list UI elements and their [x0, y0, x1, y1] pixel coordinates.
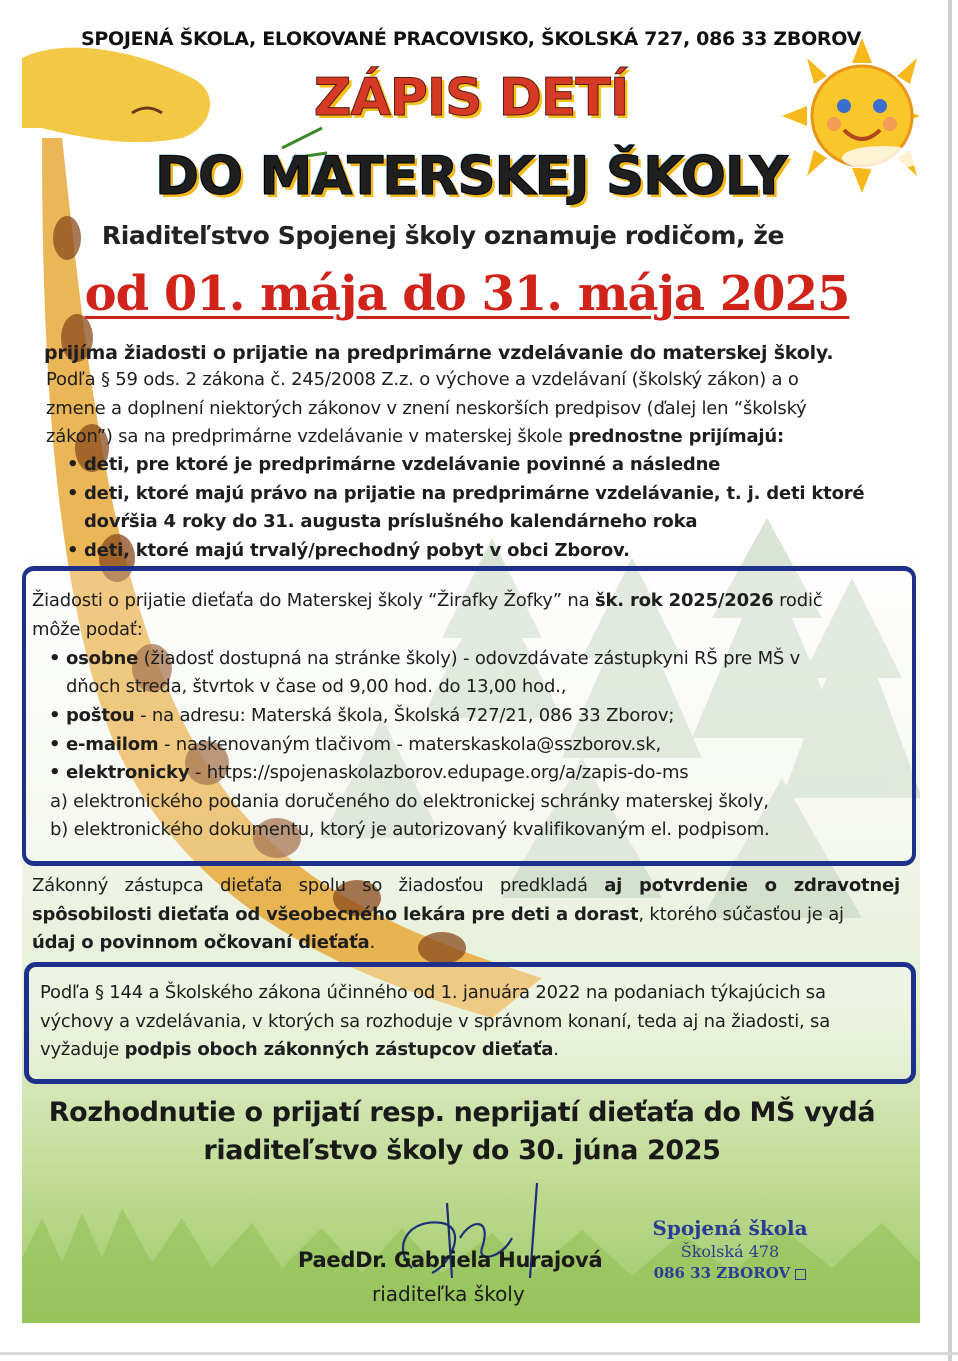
stamp-line-3-text: 086 33 ZBOROV [653, 1264, 791, 1282]
intro-line-4 [46, 426, 784, 447]
submission-line-1-text: Žiadosti o prijatie dieťaťa do Materskej školy “Žirafky Žofky” na [32, 590, 595, 611]
method-email [66, 734, 661, 755]
title-line-1: ZÁPIS DETÍ [313, 68, 629, 128]
stamp-mark-icon [795, 1269, 806, 1280]
electronic-option-b: b) elektronického dokumentu, ktorý je autorizovaný kvalifikovaným el. podpisom. [50, 819, 770, 840]
priority-bullet-1: • deti, pre ktoré je predprimárne vzdelávanie povinné a následne [84, 454, 720, 475]
method-post-label: poštou [66, 705, 135, 726]
method-in-person-text: (žiadosť dostupná na stránke školy) - odovzdávate zástupkyni RŠ pre MŠ v [138, 648, 801, 669]
health-line-1-text: Zákonný zástupca dieťaťa spolu so žiadosťou predkladá [32, 875, 605, 896]
page-edge-bottom [0, 1352, 958, 1355]
lead-text: Riaditeľstvo Spojenej školy oznamuje rodičom, že [101, 221, 785, 250]
method-in-person-label: osobne [66, 648, 139, 669]
intro-line-4-emphasis: prednostne prijímajú: [568, 426, 784, 447]
health-line-1 [32, 875, 900, 896]
decision-line-1: Rozhodnutie o prijatí resp. neprijatí dieťaťa do MŠ vydá [48, 1097, 876, 1128]
priority-bullet-2-cont: dovŕšia 4 roky do 31. augusta príslušného kalendárneho roka [84, 511, 698, 532]
method-email-label: e-mailom [66, 734, 159, 755]
handwritten-signature [352, 1178, 582, 1298]
intro-line-4-text: zákon”) sa na predprimárne vzdelávanie v materskej škole [46, 426, 569, 447]
law-line-3-emphasis: podpis oboch zákonných zástupcov dieťaťa [124, 1039, 554, 1060]
health-line-2-text: , ktorého súčasťou je aj [638, 904, 844, 925]
method-email-text: - naskenovaným tlačivom - materskaskola@sszborov.sk, [158, 734, 661, 755]
law-line-1: Podľa § 144 a Školského zákona účinného od 1. januára 2022 na podaniach týkajúcich sa [40, 982, 826, 1003]
method-in-person [66, 648, 800, 669]
law-line-3-end: . [553, 1039, 559, 1060]
electronic-option-a: a) elektronického podania doručeného do elektronickej schránky materskej školy, [50, 791, 769, 812]
method-electronic [66, 762, 688, 783]
method-electronic-label: elektronicky [66, 762, 190, 783]
method-in-person-cont: dňoch streda, štvrtok v čase od 9,00 hod. do 13,00 hod., [66, 676, 567, 697]
priority-bullet-3: • deti, ktoré majú trvalý/prechodný pobyt v obci Zborov. [84, 540, 630, 561]
intro-line-3: zmene a doplnení niektorých zákonov v znení neskorších predpisov (ďalej len “školský [46, 398, 807, 419]
enrollment-dates: od 01. mája do 31. mája 2025 [84, 266, 850, 322]
law-line-3 [40, 1039, 559, 1060]
signatory-role: riaditeľka školy [372, 1282, 525, 1306]
title-line-2: DO MATERSKEJ ŠKOLY [155, 146, 787, 207]
law-line-2: výchovy a vzdelávania, v ktorých sa rozhoduje v správnom konaní, teda aj na žiadosti, sa [40, 1011, 831, 1032]
law-line-3-text: vyžaduje [40, 1039, 125, 1060]
method-post-text: - na adresu: Materská škola, Školská 727/21, 086 33 Zborov; [134, 705, 675, 726]
health-line-2 [32, 904, 844, 925]
stamp-line-2: Školská 478 [680, 1242, 780, 1261]
health-line-3-end: . [369, 932, 376, 953]
health-line-2-emphasis: spôsobilosti dieťaťa od všeobecného lekára pre deti a dorast [32, 904, 639, 925]
submission-line-2: môže podať: [32, 619, 143, 640]
method-electronic-text: - https://spojenaskolazborov.edupage.org/a/zapis-do-ms [189, 762, 689, 783]
priority-bullet-2: • deti, ktoré majú právo na prijatie na predprimárne vzdelávanie, t. j. deti ktoré [84, 483, 864, 504]
poster [22, 18, 920, 1323]
submission-line-1-end: rodič [773, 590, 823, 611]
intro-line-2: Podľa § 59 ods. 2 zákona č. 245/2008 Z.z. o výchove a vzdelávaní (školský zákon) a o [46, 369, 799, 390]
signatory-name: PaedDr. Gabriela Hurajová [298, 1248, 603, 1272]
method-post [66, 705, 674, 726]
intro-line-1: prijíma žiadosti o prijatie na predprimárne vzdelávanie do materskej školy. [44, 342, 834, 364]
school-header: SPOJENÁ ŠKOLA, ELOKOVANÉ PRACOVISKO, ŠKOLSKÁ 727, 086 33 ZBOROV [80, 28, 861, 50]
health-line-1-emphasis: aj potvrdenie o zdravotnej [604, 875, 900, 896]
health-line-3-emphasis: údaj o povinnom očkovaní dieťaťa [32, 932, 370, 953]
stamp-line-1: Spojená škola [652, 1216, 808, 1240]
school-year: šk. rok 2025/2026 [594, 590, 774, 611]
submission-line-1 [32, 590, 822, 611]
decision-line-2: riaditeľstvo školy do 30. júna 2025 [203, 1135, 721, 1166]
stamp-line-3 [650, 1264, 810, 1282]
page-edge-right [948, 0, 952, 1361]
health-line-3 [32, 932, 375, 953]
